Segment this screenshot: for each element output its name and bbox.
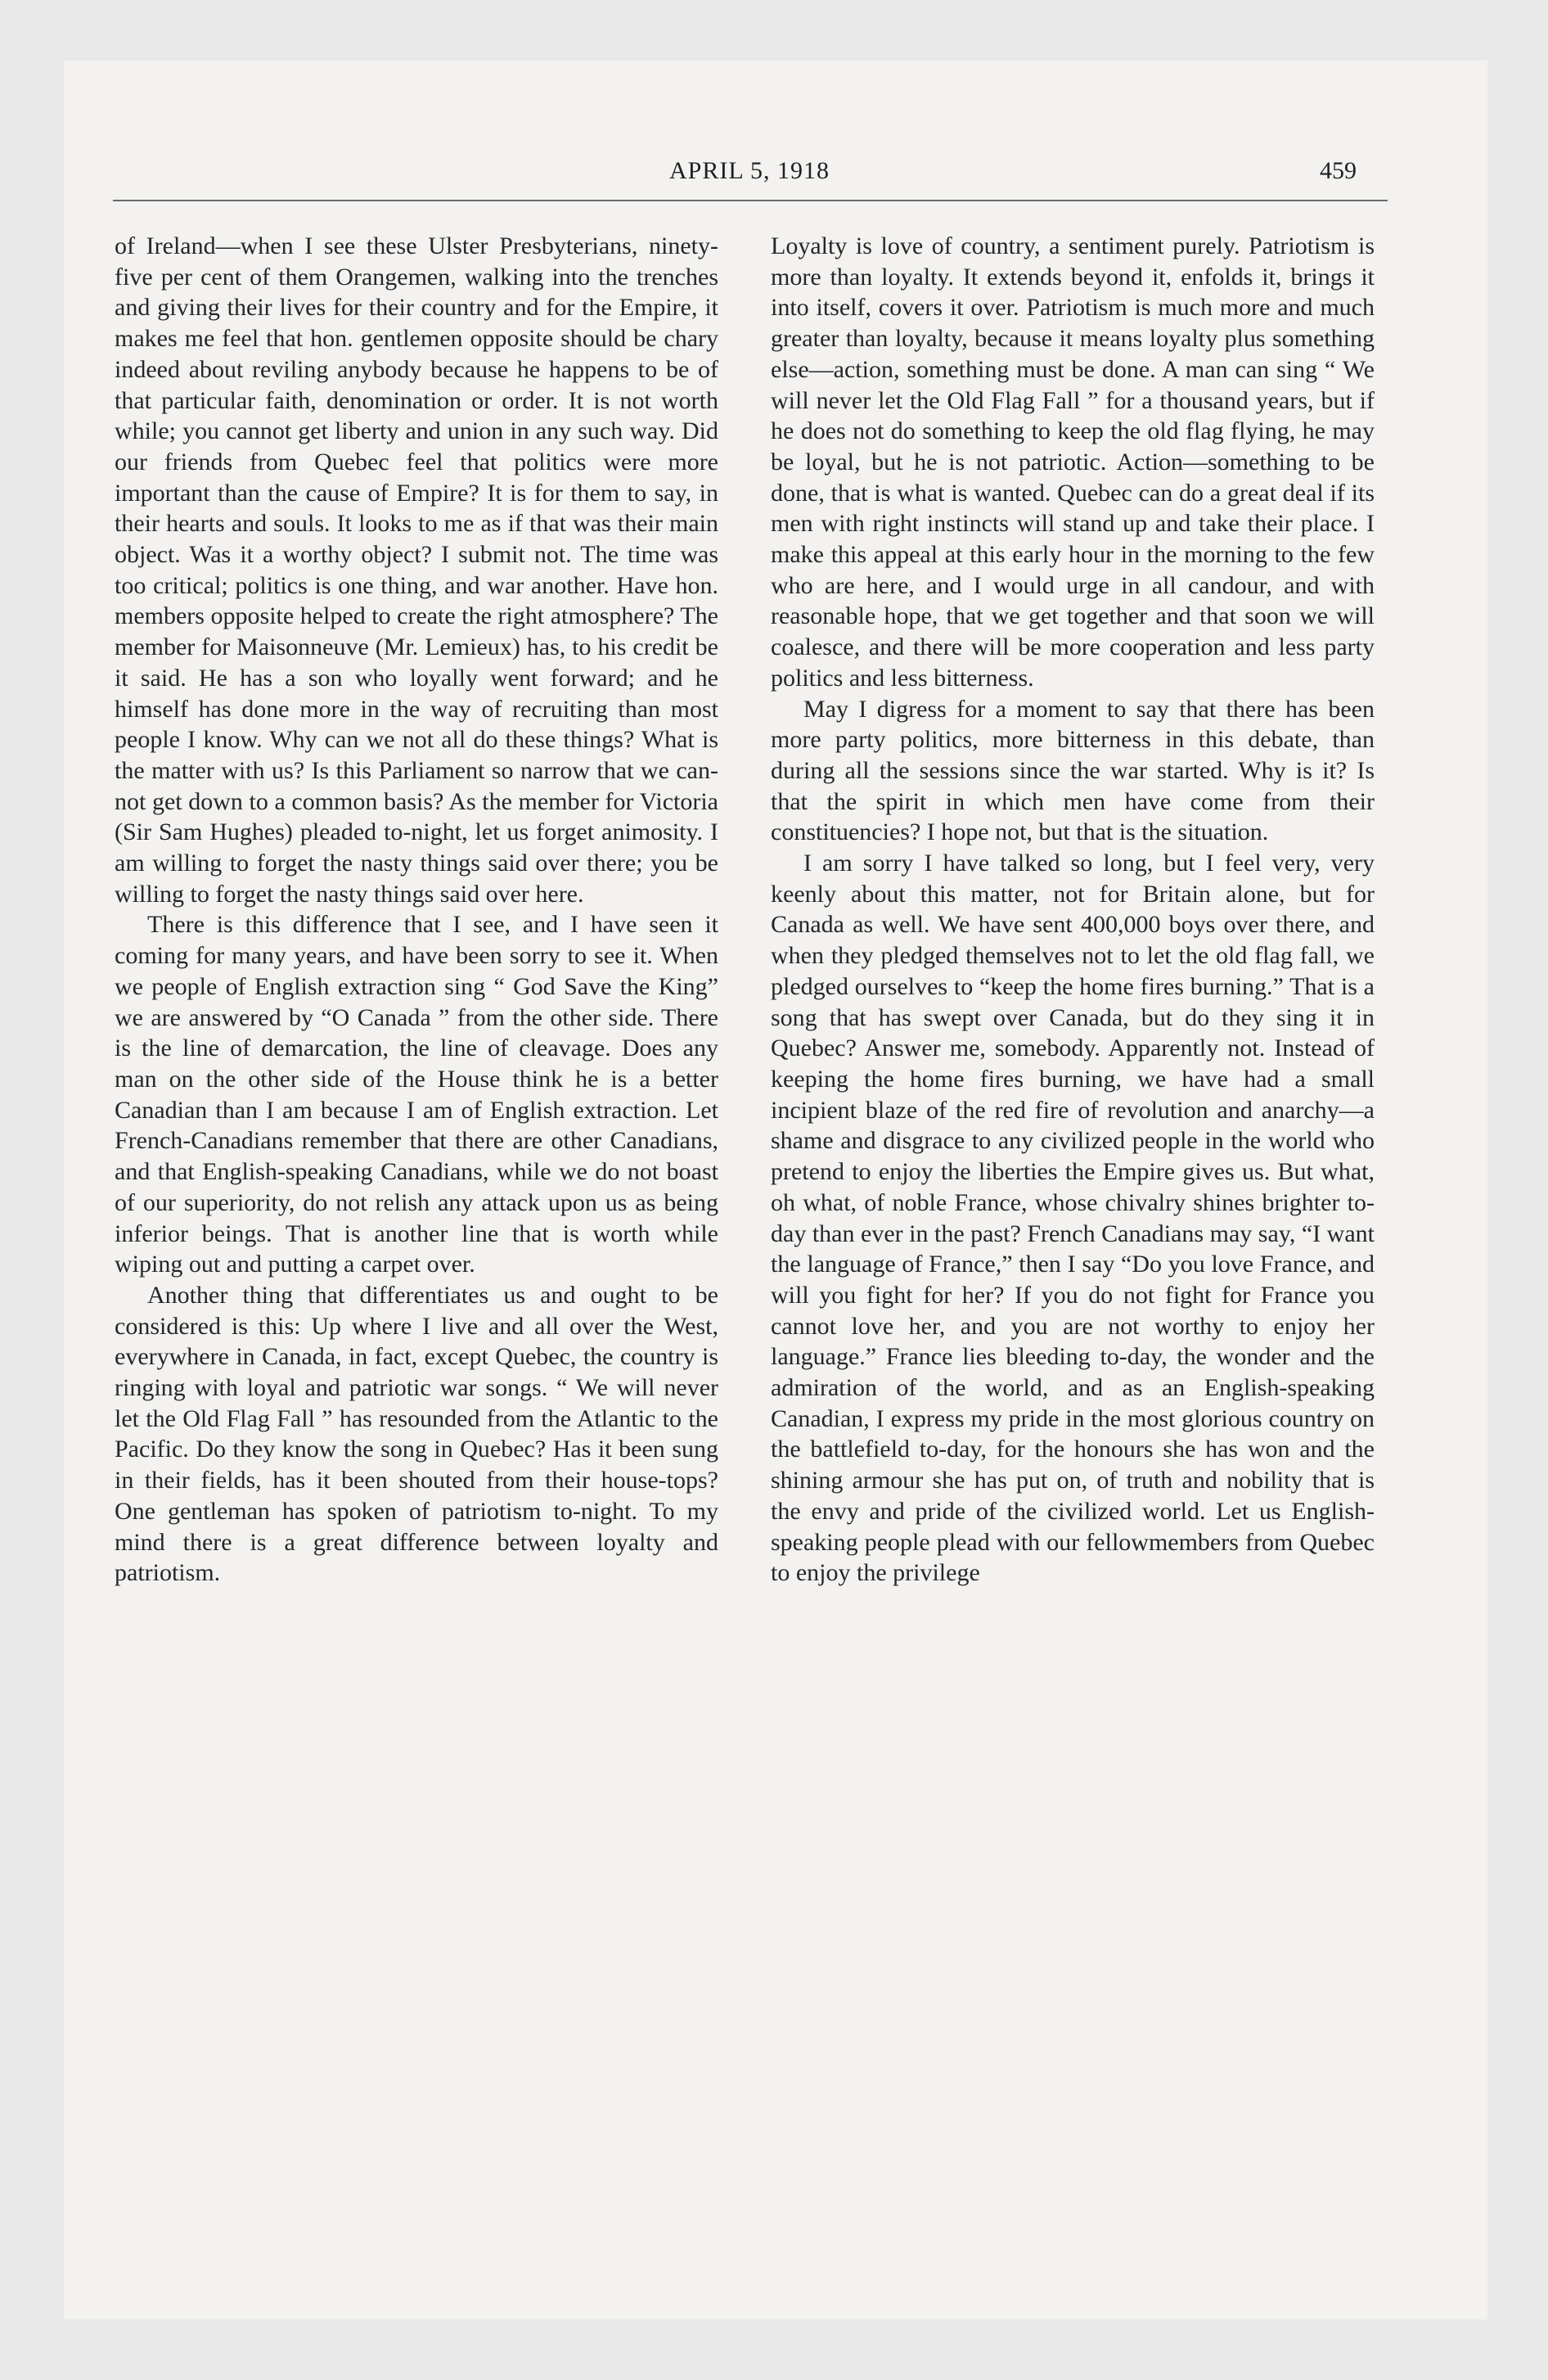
paragraph-right-1: Loyalty is love of country, a sentiment purely. Patriotism is more than loyalty. It extends beyond it, enfolds it, brings it into itself, covers it over. Patriotism is much more and much greater than loyalty, because it means loyalty plus something else—action, something must be done. A man can sing “ We will never let the Old Flag Fall ” for a thousand years, but if he does not do something to keep the old flag flying, he may be loyal, but he is not patriotic. Action—something to be done, that is what is wanted. Quebec can do a great deal if its men with right instincts will stand up and take their place. I make this appeal at this early hour in the morning to the few who are here, and I would urge in all candour, and with reasonable hope, that we get together and that soon we will coalesce, and there will be more cooperation and less party politics and less bitterness.	[771, 232, 1375, 692]
paragraph-left-3: Another thing that differentiates us and ought to be considered is this: Up where I live and all over the West, everywhere in Canada, in fact, except Quebec, the country is ringing with loyal and patriotic war songs. “ We will never let the Old Flag Fall ” has resounded from the Atlantic to the Pacific. Do they know the song in Quebec? Has it been sung in their fields, has it been shouted from their house-tops? One gentleman has spoken of patriotism to-night. To my mind there is a great difference between loyalty and patriotism.	[115, 1281, 718, 1587]
left-column	[115, 231, 718, 1589]
page-header	[64, 61, 1487, 224]
document-page	[64, 61, 1487, 2319]
paragraph-left-2: There is this difference that I see, and I have seen it coming for many years, and have been sorry to see it. When we people of English extraction sing “ God Save the King” we are answered by “O Canada ” from the other side. There is the line of demarcation, the line of cleavage. Does any man on the other side of the House think he is a better Canadian than I am because I am of English extraction. Let French-Canadians remember that there are other Canadians, and that English-speaking Canadians, while we do not boast of our superiority, do not relish any attack upon us as being inferior beings. That is another line that is worth while wiping out and putting a carpet over.	[115, 911, 718, 1278]
paragraph-left-1: of Ireland—when I see these Ulster Presbyterians, ninety-five per cent of them Orangemen, walking into the trenches and giving their lives for their country and for the Empire, it makes me feel that hon. gentlemen opposite should be chary indeed about reviling anybody because he happens to be of that particular faith, denomination or order. It is not worth while; you cannot get liberty and union in any such way. Did our friends from Quebec feel that politics were more important than the cause of Empire? It is for them to say, in their hearts and souls. It looks to me as if that was their main object. Was it a worthy object? I submit not. The time was too critical; politics is one thing, and war another. Have hon. members opposite helped to create the right atmosphere? The member for Maisonneuve (Mr. Lemieux) has, to his credit be it said. He has a son who loyally went forward; and he himself has done more in the way of recruiting than most people I know. Why can we not all do these things? What is the matter with us? Is this Parliament so narrow that we cannot get down to a common basis? As the member for Victoria (Sir Sam Hughes) pleaded to-night, let us forget animosity. I am willing to forget the nasty things said over there; you be willing to forget the nasty things said over here.	[115, 232, 718, 908]
header-rule	[113, 200, 1388, 201]
running-head-date: APRIL 5, 1918	[669, 157, 830, 184]
right-column	[771, 231, 1375, 1589]
paragraph-right-3: I am sorry I have talked so long, but I feel very, very keenly about this matter, not for Britain alone, but for Canada as well. We have sent 400,000 boys over there, and when they pledged themselves not to let the old flag fall, we pledged ourselves to “keep the home fires burning.” That is a song that has swept over Canada, but do they sing it in Quebec? Answer me, somebody. Apparently not. Instead of keeping the home fires burning, we have had a small incipient blaze of the red fire of revolution and anarchy—a shame and disgrace to any civilized people in the world who pretend to enjoy the liberties the Empire gives us. But what, oh what, of noble France, whose chivalry shines brighter today than ever in the past? French Canadians may say, “I want the language of France,” then I say “Do you love France, and will you fight for her? If you do not fight for France you cannot love her, and you are not worthy to enjoy her language.” France lies bleeding to-day, the wonder and the admiration of the world, and as an English-speaking Canadian, I express my pride in the most glorious country on the battlefield to-day, for the honours she has won and the shining armour she has put on, of truth and nobility that is the envy and pride of the civilized world. Let us English-speaking people plead with our fellowmembers from Quebec to enjoy the privilege	[771, 850, 1375, 1587]
paragraph-right-2: May I digress for a moment to say that there has been more party politics, more bitterness in this debate, than during all the sessions since the war started. Why is it? Is that the spirit in which men have come from their constituencies? I hope not, but that is the situation.	[771, 695, 1375, 846]
page-number: 459	[1320, 157, 1357, 184]
